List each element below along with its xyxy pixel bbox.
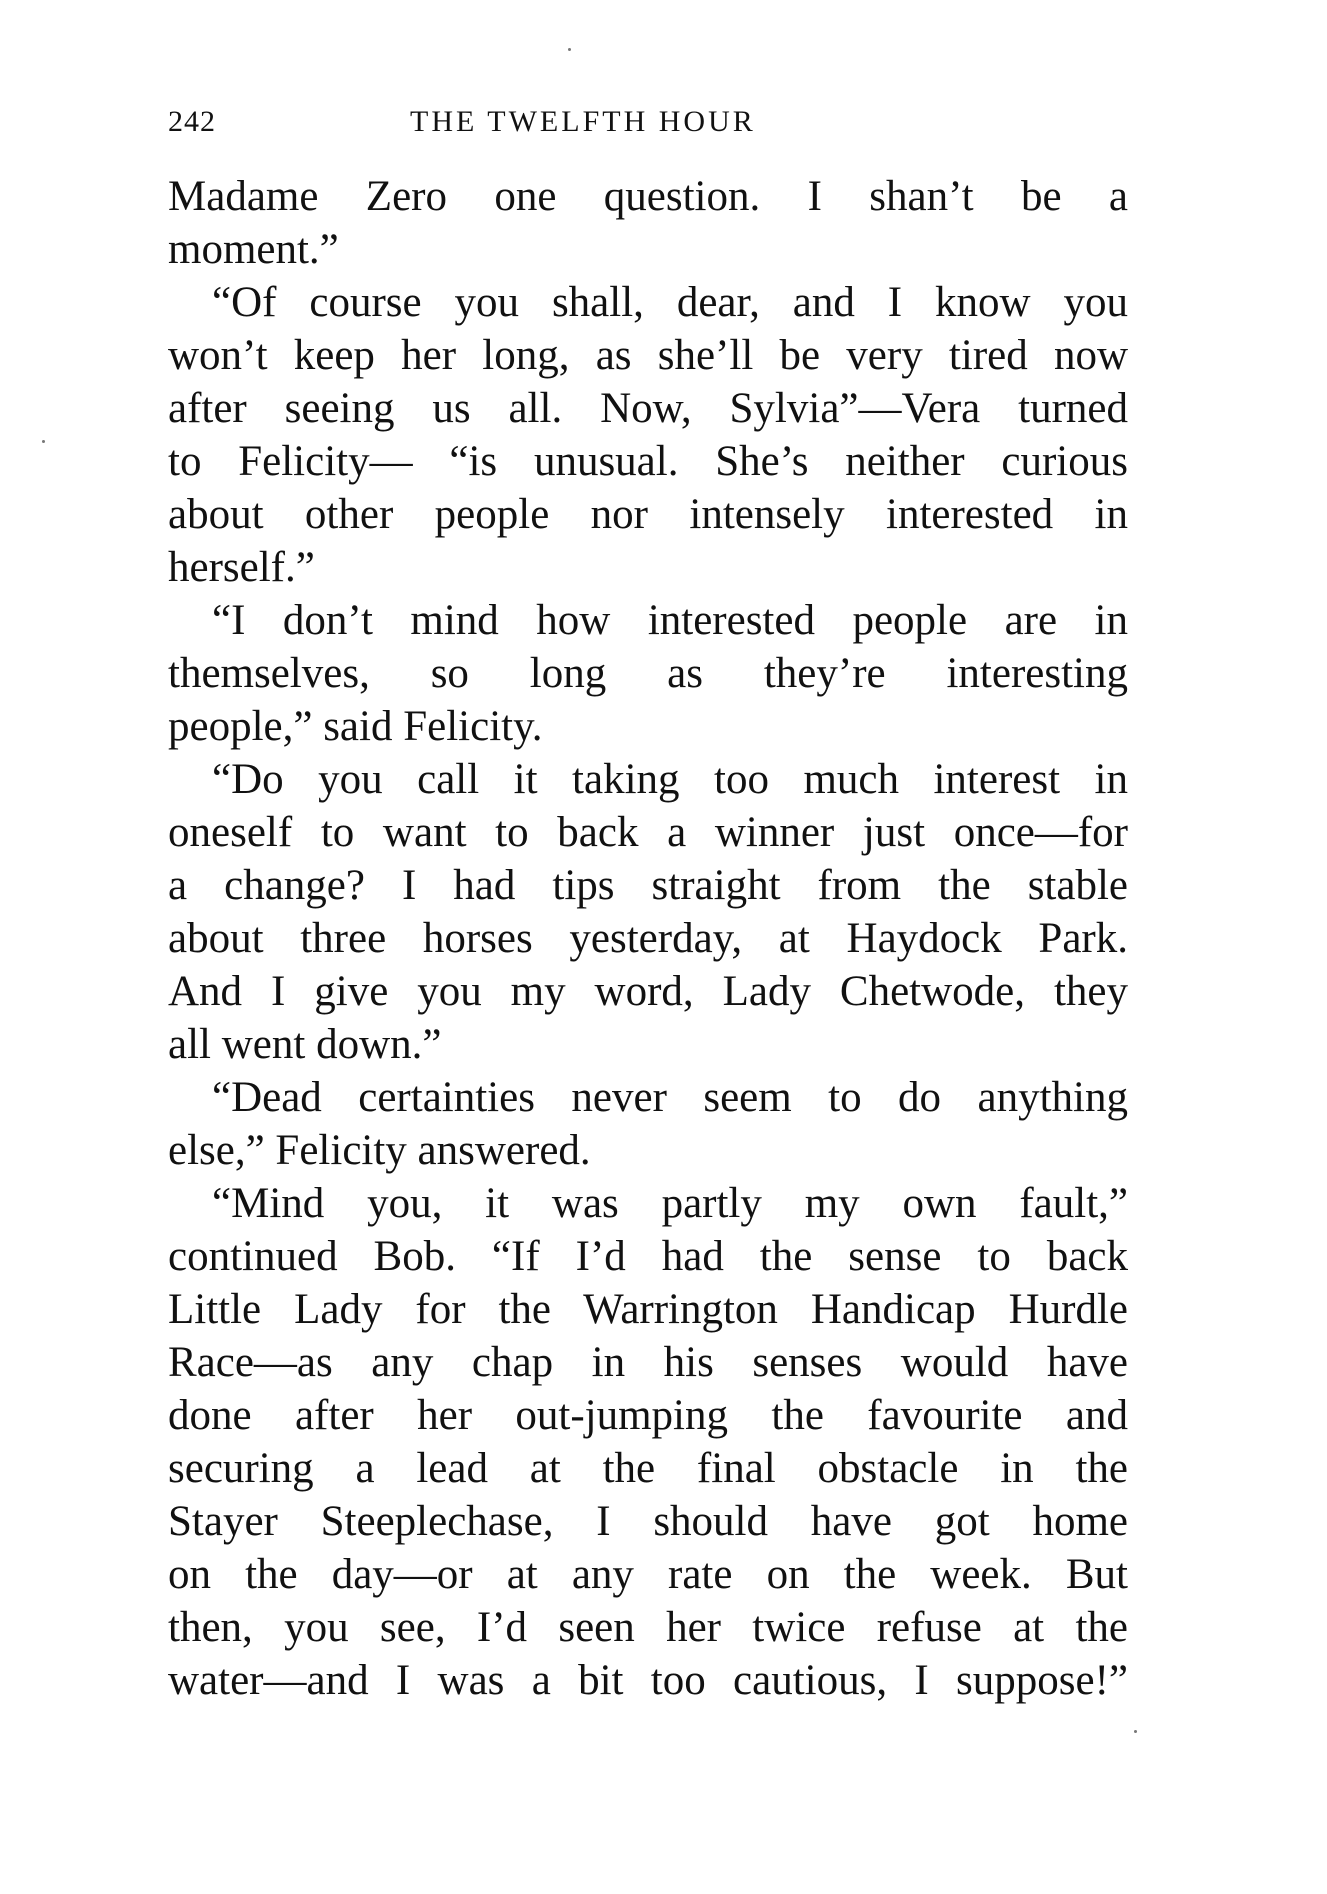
text-line: on the day—or at any rate on the week. But	[168, 1551, 1128, 1598]
text-line: continued Bob. “If I’d had the sense to back	[168, 1233, 1128, 1280]
text-line: about three horses yesterday, at Haydock Park.	[168, 915, 1128, 962]
text-line: done after her out-jumping the favourite and	[168, 1392, 1128, 1439]
scan-speck	[1134, 1730, 1137, 1733]
text-line: Madame Zero one question. I shan’t be a	[168, 173, 1128, 220]
body-text	[168, 170, 1128, 1707]
text-line: Little Lady for the Warrington Handicap Hurdle	[168, 1286, 1128, 1333]
text-line: to Felicity— “is unusual. She’s neither curious	[168, 438, 1128, 485]
text-line: won’t keep her long, as she’ll be very tired now	[168, 332, 1128, 379]
text-line: “Do you call it taking too much interest in	[212, 756, 1128, 803]
text-line: themselves, so long as they’re interesting	[168, 650, 1128, 697]
text-line: securing a lead at the final obstacle in the	[168, 1445, 1128, 1492]
text-line: all went down.”	[168, 1021, 442, 1068]
text-line: else,” Felicity answered.	[168, 1127, 591, 1174]
text-line: “Mind you, it was partly my own fault,”	[212, 1180, 1128, 1227]
text-line: people,” said Felicity.	[168, 703, 543, 750]
text-line: Stayer Steeplechase, I should have got home	[168, 1498, 1128, 1545]
running-head	[168, 102, 1128, 142]
text-line: “I don’t mind how interested people are in	[212, 597, 1128, 644]
text-line: then, you see, I’d seen her twice refuse at the	[168, 1604, 1128, 1651]
text-line: moment.”	[168, 226, 339, 273]
running-title: THE TWELFTH HOUR	[410, 105, 756, 138]
text-line: “Dead certainties never seem to do anything	[212, 1074, 1128, 1121]
text-line: water—and I was a bit too cautious, I suppose!”	[168, 1657, 1128, 1704]
scan-speck	[42, 440, 45, 443]
text-line: Race—as any chap in his senses would have	[168, 1339, 1128, 1386]
text-line: a change? I had tips straight from the stable	[168, 862, 1128, 909]
scan-speck	[568, 48, 571, 51]
text-line: And I give you my word, Lady Chetwode, they	[168, 968, 1128, 1015]
text-line: herself.”	[168, 544, 315, 591]
text-line: “Of course you shall, dear, and I know you	[212, 279, 1128, 326]
text-line: oneself to want to back a winner just once—for	[168, 809, 1128, 856]
text-line: about other people nor intensely interested in	[168, 491, 1128, 538]
page-number: 242	[168, 105, 216, 138]
text-line: after seeing us all. Now, Sylvia”—Vera turned	[168, 385, 1128, 432]
